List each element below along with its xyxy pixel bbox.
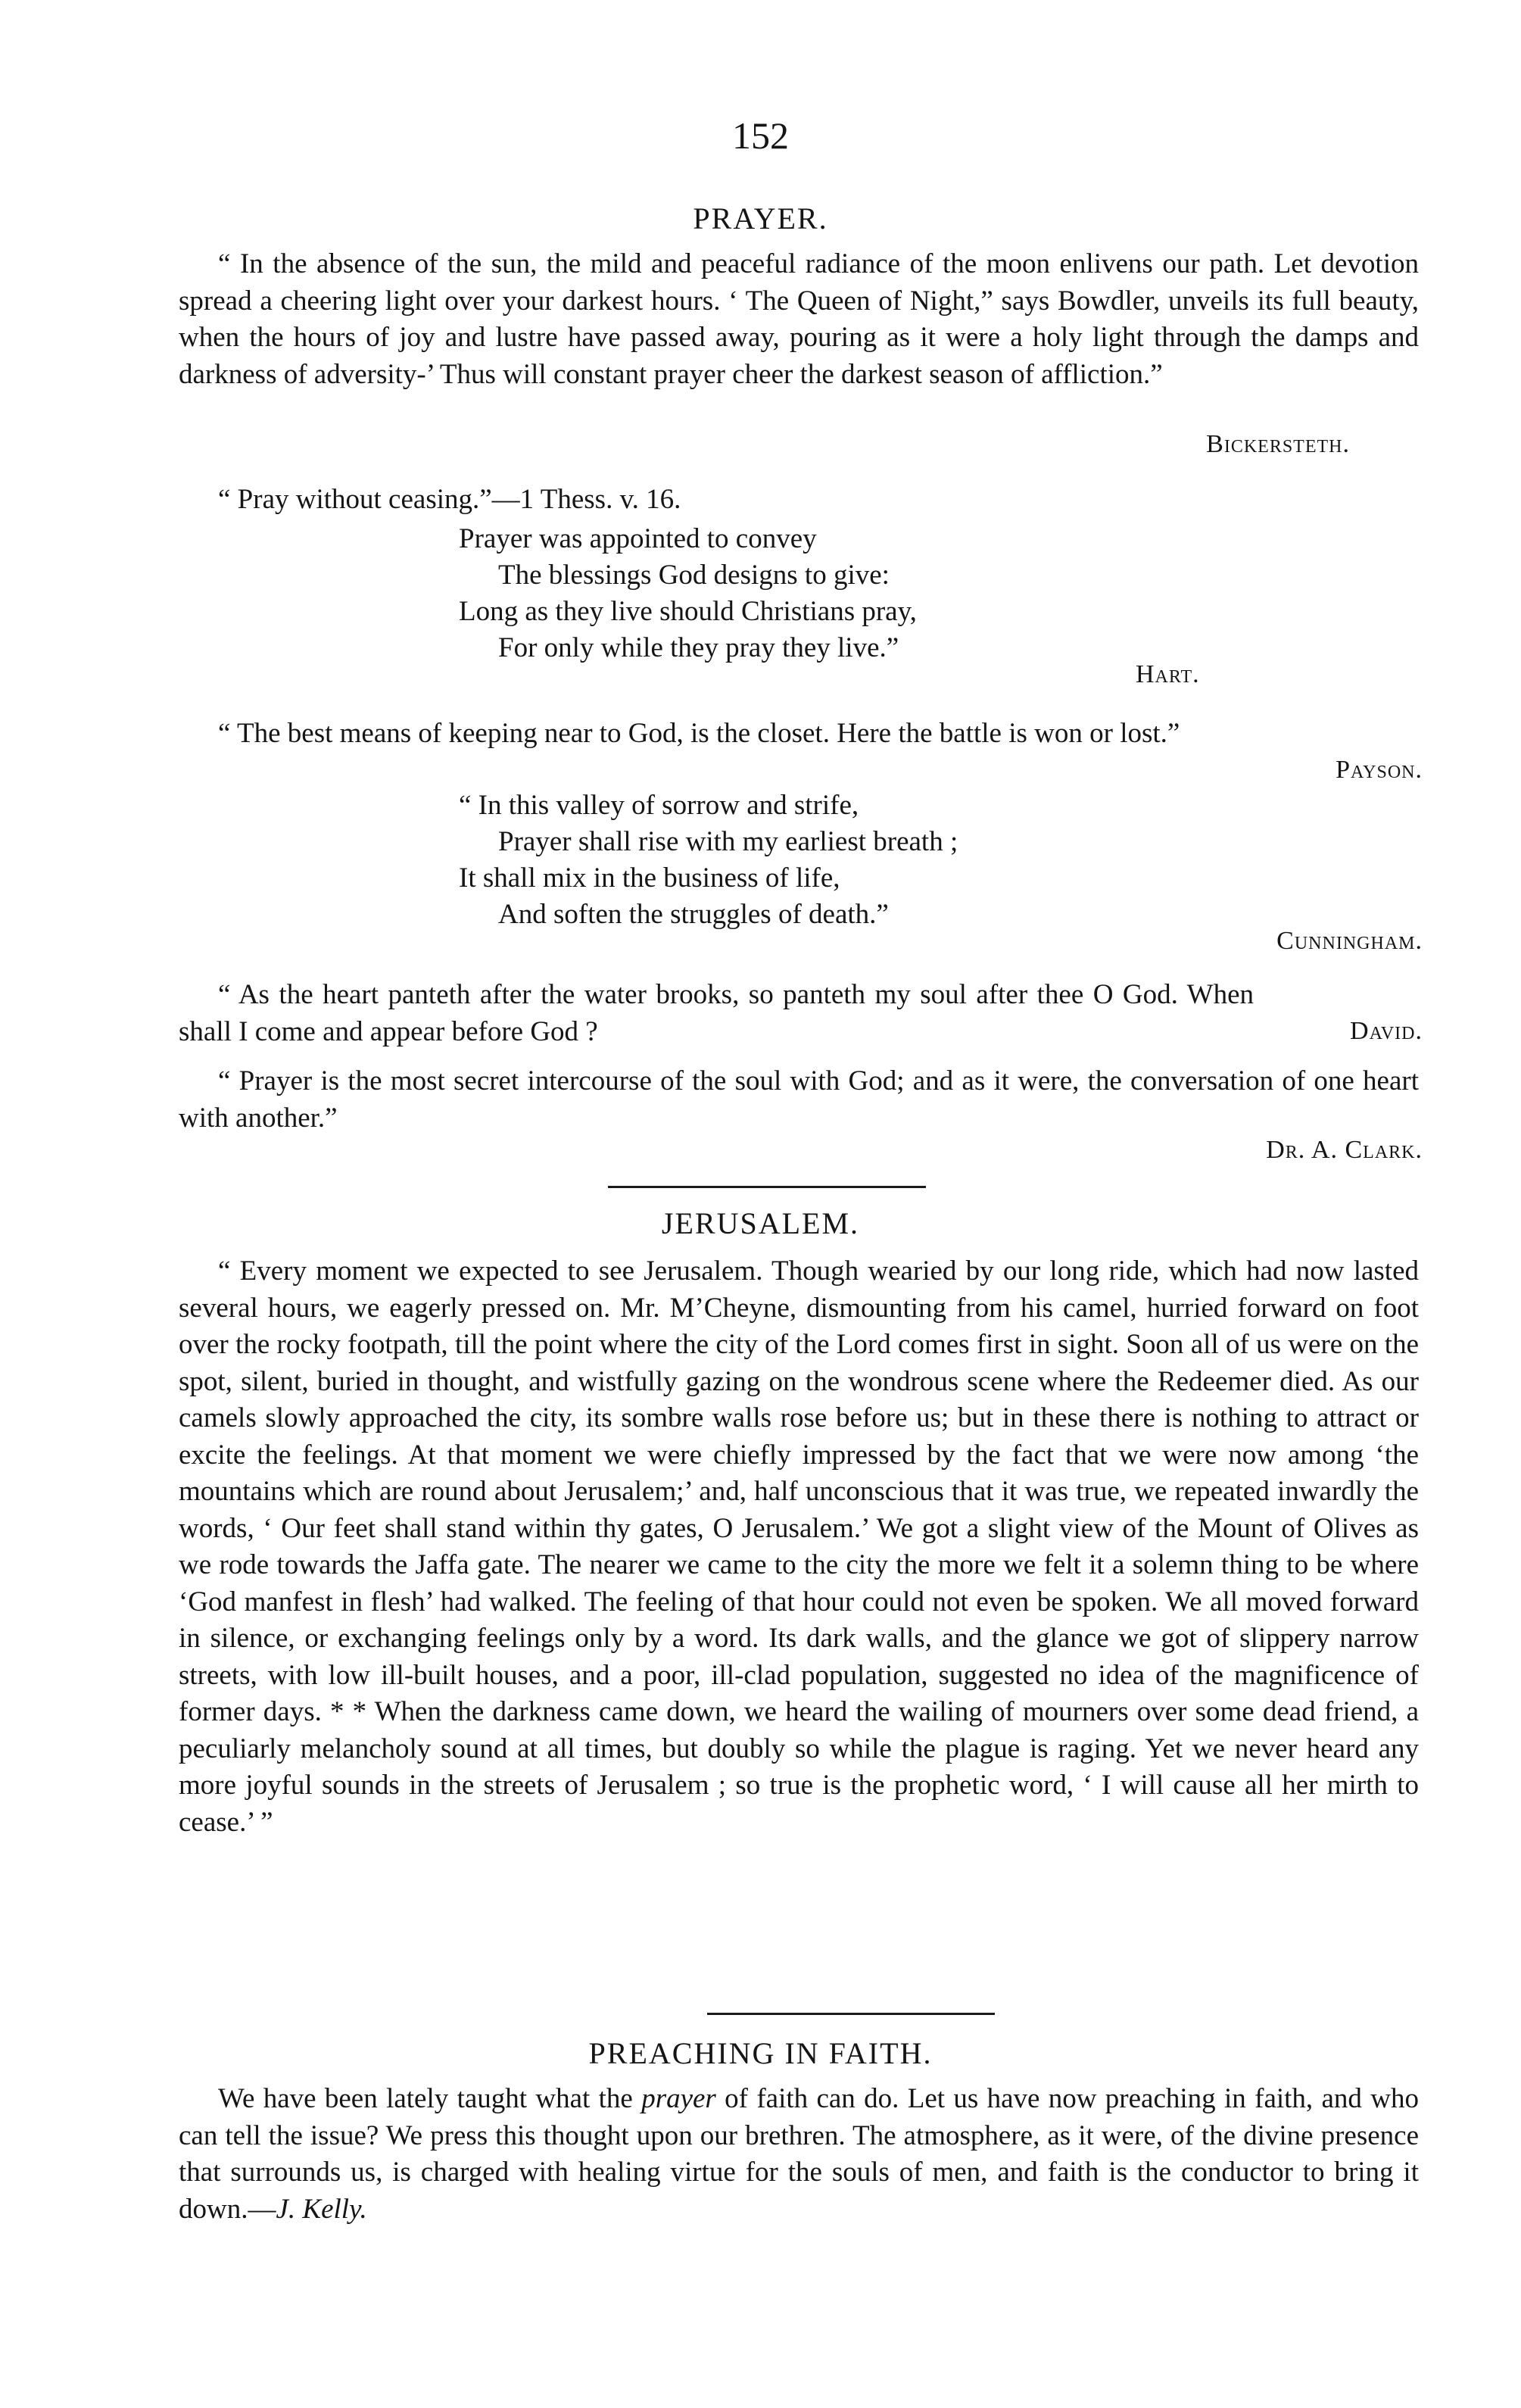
clark-attribution: Dr. A. Clark. [1266, 1136, 1423, 1164]
prayer-heading: PRAYER. [693, 201, 828, 235]
verse-line: For only while they pray they live.” [498, 632, 899, 663]
preaching-text: We have been lately taught what the [218, 2083, 642, 2114]
verse-line: “ In this valley of sorrow and strife, [459, 790, 859, 821]
preaching-author: J. Kelly. [276, 2193, 367, 2225]
preaching-body [179, 2081, 1419, 2228]
preaching-text: of faith can do. Let us have now preaching in faith, and who can tell the issue? We press this thought upon our brethren. The atmosphere, as it were, of the divine presence that surrounds us, is charged with healing virtue for the souls of men, and faith is the conductor to bring it down.— [179, 2083, 1419, 2225]
cunningham-attribution: Cunningham. [1276, 927, 1423, 955]
david-quote: “ As the heart panteth after the water brooks, so panteth my soul after thee O God. When shall I come and appear before God ? [179, 979, 1254, 1047]
page-number: 152 [732, 114, 789, 157]
jerusalem-body: “ Every moment we expected to see Jerusalem. Though wearied by our long ride, which had now lasted several hours, we eagerly pressed on. Mr. M’Cheyne, dismounting from his camel, hurried forward on foot over the rocky footpath, till the point where the city of the Lord comes first in sight. Soon all of us were on the spot, silent, buried in thought, and wistfully gazing on the wondrous scene where the Redeemer died. As our camels slowly approached the city, its sombre walls rose before us; but in these there is nothing to attract or excite the feelings. At that moment we were chiefly impressed by the fact that we were now among ‘the mountains which are round about Jerusalem;’ and, half unconscious that it was true, we repeated inwardly the words, ‘ Our feet shall stand within thy gates, O Jerusalem.’ We got a slight view of the Mount of Olives as we rode towards the Jaffa gate. The nearer we came to the city the more we felt it a solemn thing to be where ‘God manfest in flesh’ had walked. The feeling of that hour could not even be spoken. We all moved forward in silence, or exchanging feelings only by a word. Its dark walls, and the glance we got of slippery narrow streets, with low ill-built houses, and a poor, ill-clad population, suggested no idea of the magnificence of former days. * * When the darkness came down, we heard the wailing of mourners over some dead friend, a peculiarly melancholy sound at all times, but doubly so while the plague is raging. Yet we never heard any more joyful sounds in the streets of Jerusalem ; so true is the prophetic word, ‘ I will cause all her mirth to cease.’ ” [179, 1255, 1419, 1838]
verse-line: It shall mix in the business of life, [459, 862, 840, 894]
thess-quote: “ Pray without ceasing.”—1 Thess. v. 16. [218, 484, 681, 515]
bickersteth-attribution: Bickersteth. [1206, 430, 1350, 458]
verse-line: Prayer was appointed to convey [459, 523, 817, 554]
jerusalem-heading: JERUSALEM. [661, 1206, 860, 1240]
preaching-heading: PREACHING IN FAITH. [588, 2036, 933, 2070]
preaching-italic-word: prayer [641, 2083, 716, 2114]
verse-line: Prayer shall rise with my earliest breath ; [498, 826, 958, 857]
verse-line: And soften the struggles of death.” [498, 899, 889, 930]
payson-quote: “ The best means of keeping near to God, is the closet. Here the battle is won or lost.” [218, 718, 1180, 749]
clark-quote: “ Prayer is the most secret intercourse of the soul with God; and as it were, the conversation of one heart with another.” [179, 1065, 1419, 1134]
verse-line: The blessings God designs to give: [498, 560, 890, 591]
bickersteth-quote: “ In the absence of the sun, the mild and peaceful radiance of the moon enlivens our path. Let devotion spread a cheering light over your darkest hours. ‘ The Queen of Night,” says Bowdler, unveils its full beauty, when the hours of joy and lustre have passed away, pouring as it were a holy light through the damps and darkness of adversity-’ Thus will constant prayer cheer the darkest season of affliction.” [179, 248, 1419, 390]
section-divider [608, 1186, 926, 1188]
payson-attribution: Payson. [1336, 756, 1423, 784]
section-divider [707, 2013, 995, 2015]
hart-attribution: Hart. [1136, 660, 1200, 688]
verse-line: Long as they live should Christians pray, [459, 596, 917, 627]
david-attribution: David. [1350, 1017, 1423, 1045]
